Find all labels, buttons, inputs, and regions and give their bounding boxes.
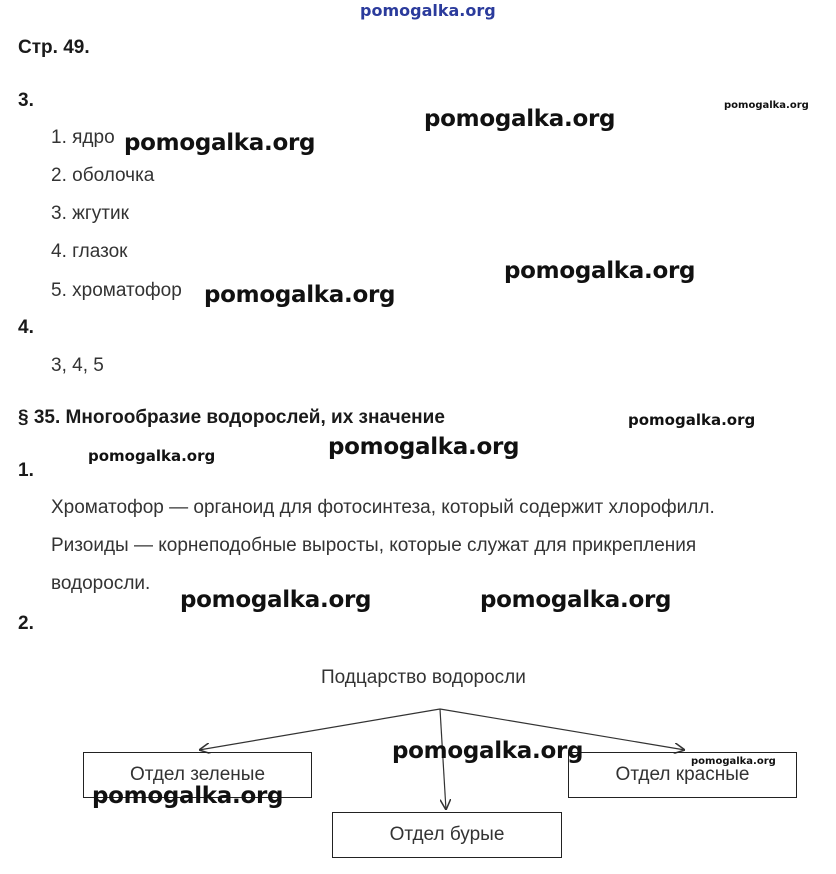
definition-line: Ризоиды — корнеподобные выросты, которые служат для прикрепления — [51, 535, 697, 556]
watermark: pomogalka.org — [92, 783, 284, 809]
list-item: 3. жгутик — [51, 203, 129, 224]
diagram-node-label: Отдел красные — [615, 764, 750, 785]
watermark: pomogalka.org — [88, 447, 216, 465]
diagram-node-label: Отдел бурые — [389, 824, 505, 845]
section-question-2-number: 2. — [18, 613, 34, 634]
question-3-number: 3. — [18, 90, 34, 111]
question-4-answer: 3, 4, 5 — [51, 355, 104, 376]
list-item: 1. ядро — [51, 127, 115, 148]
diagram-root-label: Подцарство водоросли — [321, 667, 526, 688]
watermark: pomogalka.org — [180, 587, 372, 613]
watermark: pomogalka.org — [628, 411, 756, 429]
watermark: pomogalka.org — [392, 738, 584, 764]
watermark: pomogalka.org — [504, 258, 696, 284]
page-heading: Стр. 49. — [18, 37, 90, 58]
diagram-node-label: Отдел зеленые — [129, 764, 266, 785]
definition-line: водоросли. — [51, 573, 151, 594]
watermark: pomogalka.org — [724, 100, 809, 111]
list-item: 2. оболочка — [51, 165, 155, 186]
list-item: 5. хроматофор — [51, 280, 182, 301]
watermark: pomogalka.org — [328, 434, 520, 460]
section-question-1-number: 1. — [18, 460, 34, 481]
section-title: § 35. Многообразие водорослей, их значение — [18, 407, 445, 428]
watermark: pomogalka.org — [124, 130, 316, 156]
watermark: pomogalka.org — [204, 282, 396, 308]
watermark: pomogalka.org — [424, 106, 616, 132]
question-4-number: 4. — [18, 317, 34, 338]
list-item: 4. глазок — [51, 241, 128, 262]
watermark: pomogalka.org — [480, 587, 672, 613]
watermark: pomogalka.org — [691, 756, 776, 767]
diagram-node-brown — [332, 812, 562, 858]
definition-line: Хроматофор — органоид для фотосинтеза, который содержит хлорофилл. — [51, 497, 715, 518]
top-watermark: pomogalka.org — [360, 1, 496, 20]
